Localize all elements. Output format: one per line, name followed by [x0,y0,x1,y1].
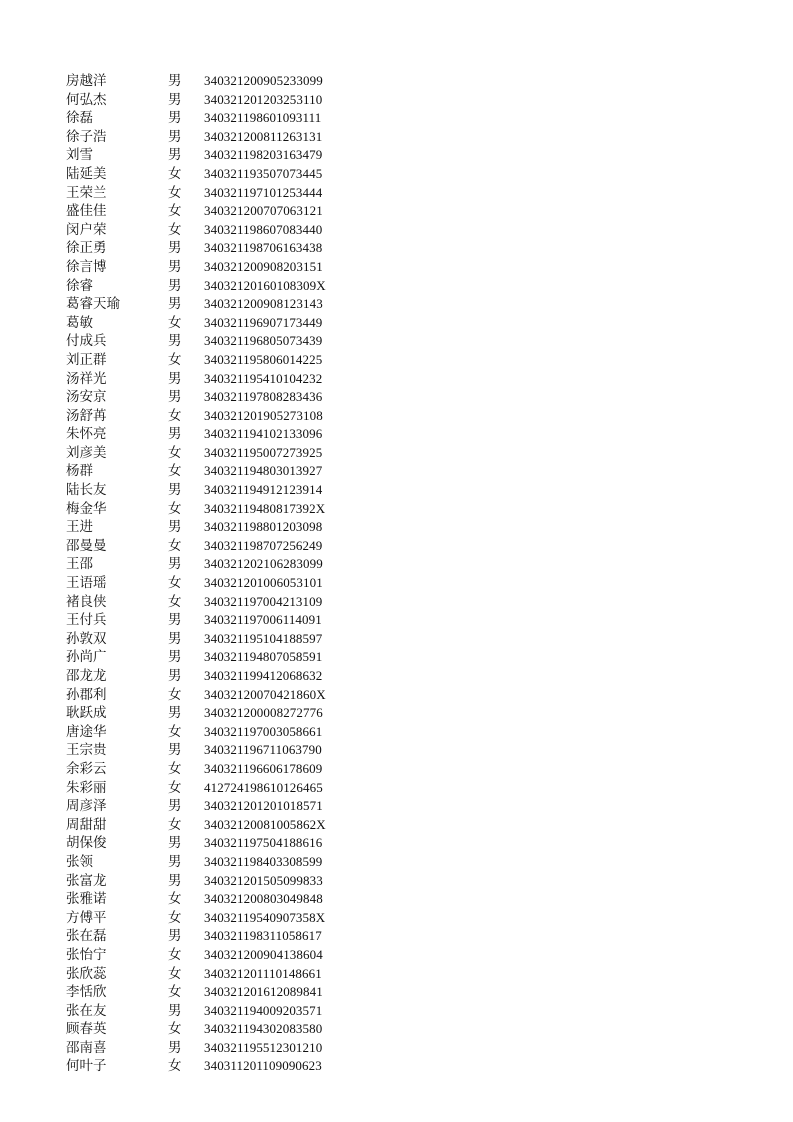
table-row [0,277,793,296]
gender-cell: 男 [168,630,182,647]
id-number-cell: 34032119480817392X [204,500,326,516]
id-number-cell: 34032120081005862X [204,816,326,832]
id-number-cell: 340321200008272776 [204,705,323,721]
gender-cell: 男 [168,705,182,722]
gender-cell: 女 [168,946,182,963]
id-number-cell: 340321202106283099 [204,556,323,572]
name-cell: 朱彩丽 [66,779,107,796]
table-row [0,834,793,853]
id-number-cell: 340321201905273108 [204,407,323,423]
id-number-cell: 340321200811263131 [204,128,323,144]
table-row [0,425,793,444]
id-number-cell: 412724198610126465 [204,779,323,795]
name-cell: 张怡宁 [66,946,107,963]
name-cell: 刘雪 [66,147,93,164]
gender-cell: 女 [168,184,182,201]
gender-cell: 女 [168,686,182,703]
gender-cell: 女 [168,444,182,461]
table-row [0,890,793,909]
table-row [0,816,793,835]
table-row [0,946,793,965]
name-cell: 何弘杰 [66,91,107,108]
name-cell: 徐子浩 [66,128,107,145]
table-row [0,965,793,984]
table-row [0,481,793,500]
table-row [0,537,793,556]
table-row [0,128,793,147]
name-cell: 张欣蕊 [66,965,107,982]
gender-cell: 男 [168,240,182,257]
id-number-cell: 340321194803013927 [204,463,323,479]
table-row [0,704,793,723]
table-row [0,165,793,184]
table-row [0,983,793,1002]
id-number-cell: 340321197006114091 [204,612,322,628]
table-row [0,667,793,686]
gender-cell: 男 [168,556,182,573]
id-number-cell: 340321200904138604 [204,946,323,962]
id-number-cell: 340321200908203151 [204,258,323,274]
id-number-cell: 340321195512301210 [204,1039,323,1055]
table-row [0,723,793,742]
id-number-cell: 340321194302083580 [204,1021,323,1037]
table-row [0,686,793,705]
id-number-cell: 340321198706163438 [204,240,323,256]
name-cell: 陆延美 [66,165,107,182]
table-row [0,611,793,630]
id-number-cell: 340321194009203571 [204,1002,323,1018]
id-number-cell: 340321199412068632 [204,668,323,683]
gender-cell: 男 [168,872,182,889]
gender-cell: 男 [168,370,182,387]
name-cell: 闵户荣 [66,221,107,238]
name-cell: 张雅诺 [66,891,107,908]
id-number-cell: 340321198607083440 [204,221,323,237]
name-cell: 徐言博 [66,258,107,275]
gender-cell: 女 [168,593,182,610]
id-number-cell: 340321198707256249 [204,537,323,553]
gender-cell: 男 [168,1002,182,1019]
name-cell: 张在友 [66,1002,107,1019]
gender-cell: 女 [168,779,182,796]
gender-cell: 男 [168,91,182,108]
table-row [0,872,793,891]
name-cell: 汤安京 [66,389,107,406]
gender-cell: 男 [168,426,182,443]
table-row [0,407,793,426]
gender-cell: 女 [168,203,182,220]
gender-cell: 男 [168,389,182,406]
table-row [0,797,793,816]
gender-cell: 男 [168,277,182,294]
name-cell: 何叶子 [66,1058,107,1075]
table-row [0,109,793,128]
table-row [0,295,793,314]
name-cell: 王宗贵 [66,742,107,759]
name-cell: 杨群 [66,463,93,480]
name-cell: 汤舒苒 [66,407,107,424]
name-cell: 付成兵 [66,333,107,350]
id-number-cell: 340321194912123914 [204,482,323,498]
id-number-cell: 340311201109090623 [204,1058,322,1074]
gender-cell: 女 [168,760,182,777]
id-number-cell: 340321200908123143 [204,296,323,312]
table-row [0,72,793,91]
table-row [0,388,793,407]
id-number-cell: 340321196606178609 [204,760,323,776]
name-cell: 张在磊 [66,928,107,945]
table-row [0,648,793,667]
name-cell: 汤祥光 [66,370,107,387]
gender-cell: 女 [168,723,182,740]
name-cell: 王邵 [66,556,93,573]
id-number-cell: 340321200707063121 [204,203,323,219]
name-cell: 盛佳佳 [66,203,107,220]
gender-cell: 女 [168,909,182,926]
gender-cell: 女 [168,891,182,908]
id-number-cell: 34032120160108309X [204,277,326,293]
name-cell: 梅金华 [66,500,107,517]
table-row [0,146,793,165]
gender-cell: 男 [168,742,182,759]
id-number-cell: 340321201612089841 [204,984,323,1000]
name-cell: 葛睿天瑜 [66,296,120,313]
id-number-cell: 340321201110148661 [204,965,322,981]
records-table [0,72,793,1076]
id-number-cell: 340321193507073445 [204,165,323,181]
name-cell: 邵南喜 [66,1039,107,1056]
name-cell: 房越洋 [66,73,107,89]
id-number-cell: 340321195104188597 [204,630,323,646]
gender-cell: 男 [168,798,182,815]
table-row [0,332,793,351]
gender-cell: 女 [168,500,182,517]
id-number-cell: 340321195806014225 [204,351,323,367]
gender-cell: 女 [168,575,182,592]
gender-cell: 男 [168,128,182,145]
gender-cell: 女 [168,1021,182,1038]
id-number-cell: 34032119540907358X [204,909,326,925]
table-row [0,462,793,481]
gender-cell: 女 [168,351,182,368]
gender-cell: 男 [168,147,182,164]
name-cell: 王付兵 [66,612,107,629]
id-number-cell: 340321198403308599 [204,853,323,869]
name-cell: 徐睿 [66,277,93,294]
name-cell: 周彦泽 [66,798,107,815]
gender-cell: 男 [168,333,182,350]
gender-cell: 女 [168,221,182,238]
id-number-cell: 340321198203163479 [204,147,323,163]
name-cell: 周甜甜 [66,816,107,833]
name-cell: 孙郡利 [66,686,107,703]
id-number-cell: 340321196711063790 [204,742,322,758]
gender-cell: 女 [168,165,182,182]
name-cell: 张领 [66,853,93,870]
table-row [0,853,793,872]
id-number-cell: 340321195007273925 [204,444,323,460]
gender-cell: 男 [168,1039,182,1056]
table-row [0,555,793,574]
id-number-cell: 340321201505099833 [204,872,323,888]
name-cell: 孙尚广 [66,649,107,666]
table-row [0,593,793,612]
gender-cell: 女 [168,984,182,1001]
id-number-cell: 340321196805073439 [204,333,323,349]
table-row [0,1020,793,1039]
id-number-cell: 34032120070421860X [204,686,326,702]
gender-cell: 男 [168,612,182,629]
table-row [0,1057,793,1076]
name-cell: 耿跃成 [66,705,107,722]
table-row [0,500,793,519]
id-number-cell: 340321197003058661 [204,723,323,739]
gender-cell: 男 [168,835,182,852]
table-row [0,630,793,649]
gender-cell: 男 [168,482,182,499]
gender-cell: 男 [168,296,182,313]
table-row [0,760,793,779]
gender-cell: 女 [168,407,182,424]
id-number-cell: 340321198311058617 [204,928,322,944]
name-cell: 邵龙龙 [66,668,107,684]
gender-cell: 男 [168,519,182,536]
name-cell: 胡保俊 [66,835,107,852]
name-cell: 朱怀亮 [66,426,107,443]
gender-cell: 男 [168,928,182,945]
table-row [0,202,793,221]
gender-cell: 女 [168,537,182,554]
id-number-cell: 340321201006053101 [204,575,323,591]
gender-cell: 男 [168,649,182,666]
name-cell: 徐磊 [66,110,93,127]
id-number-cell: 340321196907173449 [204,314,323,330]
table-row [0,184,793,203]
gender-cell: 男 [168,258,182,275]
gender-cell: 女 [168,965,182,982]
table-row [0,444,793,463]
table-row [0,741,793,760]
gender-cell: 男 [168,73,182,89]
id-number-cell: 340321198601093111 [204,110,322,126]
table-row [0,927,793,946]
id-number-cell: 340321194102133096 [204,426,323,442]
name-cell: 方傅平 [66,909,107,926]
table-row [0,91,793,110]
table-row [0,1002,793,1021]
id-number-cell: 340321197504188616 [204,835,323,851]
name-cell: 顾春英 [66,1021,107,1038]
name-cell: 邵曼曼 [66,537,107,554]
gender-cell: 女 [168,816,182,833]
table-row [0,258,793,277]
name-cell: 葛敏 [66,314,93,331]
table-row [0,314,793,333]
gender-cell: 女 [168,463,182,480]
name-cell: 张富龙 [66,872,107,889]
name-cell: 孙敦双 [66,630,107,647]
gender-cell: 女 [168,1058,182,1075]
name-cell: 余彩云 [66,760,107,777]
table-row [0,1039,793,1058]
name-cell: 陆长友 [66,482,107,499]
table-row [0,779,793,798]
id-number-cell: 340321200803049848 [204,891,323,907]
id-number-cell: 340321201201018571 [204,798,323,814]
name-cell: 王荣兰 [66,184,107,201]
table-row [0,221,793,240]
gender-cell: 男 [168,668,182,684]
table-row [0,574,793,593]
name-cell: 王进 [66,519,93,536]
id-number-cell: 340321201203253110 [204,91,323,107]
name-cell: 徐正勇 [66,240,107,257]
gender-cell: 男 [168,110,182,127]
id-number-cell: 340321200905233099 [204,73,323,88]
gender-cell: 女 [168,314,182,331]
gender-cell: 男 [168,853,182,870]
id-number-cell: 340321195410104232 [204,370,323,386]
id-number-cell: 340321197101253444 [204,184,323,200]
name-cell: 褚良侠 [66,593,107,610]
name-cell: 李恬欣 [66,984,107,1001]
table-row [0,518,793,537]
table-row [0,909,793,928]
table-row [0,351,793,370]
name-cell: 王语瑶 [66,575,107,592]
name-cell: 唐途华 [66,723,107,740]
name-cell: 刘正群 [66,351,107,368]
id-number-cell: 340321197004213109 [204,593,323,609]
table-row [0,370,793,389]
id-number-cell: 340321198801203098 [204,519,323,535]
id-number-cell: 340321194807058591 [204,649,323,665]
table-row [0,239,793,258]
name-cell: 刘彦美 [66,444,107,461]
id-number-cell: 340321197808283436 [204,389,323,405]
